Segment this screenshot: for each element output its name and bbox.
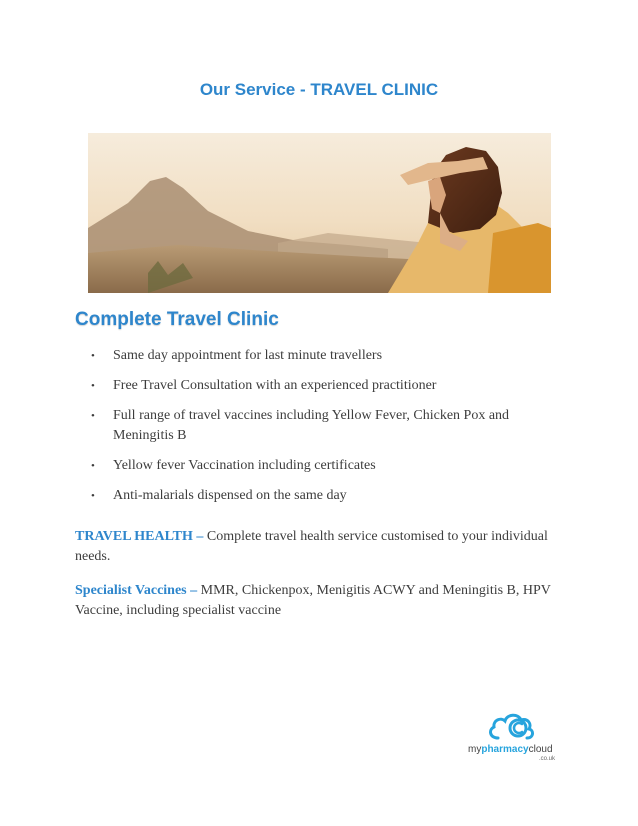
list-item	[88, 346, 558, 366]
bullet-icon: •	[91, 460, 95, 472]
bullet-icon: •	[91, 410, 95, 422]
logo-domain: .co.uk	[538, 756, 555, 762]
cloud-c-icon	[468, 708, 563, 744]
specialist-vaccines-text: MMR, Chickenpox, Menigitis ACWY and Meningitis B, HPV Vaccine, including specialist vaccine	[75, 583, 551, 618]
logo-text-accent: pharmacy	[481, 744, 529, 755]
list-item-text: Yellow fever Vaccination including certificates	[113, 458, 376, 473]
list-item-text: Same day appointment for last minute travellers	[113, 348, 383, 363]
service-list	[88, 346, 558, 516]
list-item	[88, 376, 558, 396]
hero-image	[88, 133, 551, 293]
list-item-text: Free Travel Consultation with an experienced practitioner	[113, 378, 437, 393]
travel-health-text: Complete travel health service customised to your individual needs.	[75, 529, 548, 564]
specialist-vaccines-lead: Specialist Vaccines –	[75, 583, 198, 598]
brand-logo	[468, 708, 563, 764]
section-heading: Complete Travel Clinic	[75, 309, 279, 330]
travel-health-paragraph	[75, 527, 565, 567]
page-title: Our Service - TRAVEL CLINIC	[199, 80, 439, 99]
logo-text-suffix: cloud	[528, 744, 553, 755]
list-item-text: Full range of travel vaccines including Yellow Fever, Chicken Pox and Meningitis B	[113, 408, 510, 443]
logo-text-prefix: my	[468, 744, 482, 755]
list-item	[88, 406, 558, 446]
specialist-vaccines-paragraph	[75, 581, 565, 621]
list-item	[88, 456, 558, 476]
bullet-icon: •	[91, 380, 95, 392]
logo-wordmark	[468, 744, 553, 755]
travel-health-lead: TRAVEL HEALTH –	[75, 529, 204, 544]
bullet-icon: •	[91, 350, 95, 362]
bullet-icon: •	[91, 490, 95, 502]
list-item	[88, 486, 558, 506]
list-item-text: Anti-malarials dispensed on the same day	[113, 488, 347, 503]
